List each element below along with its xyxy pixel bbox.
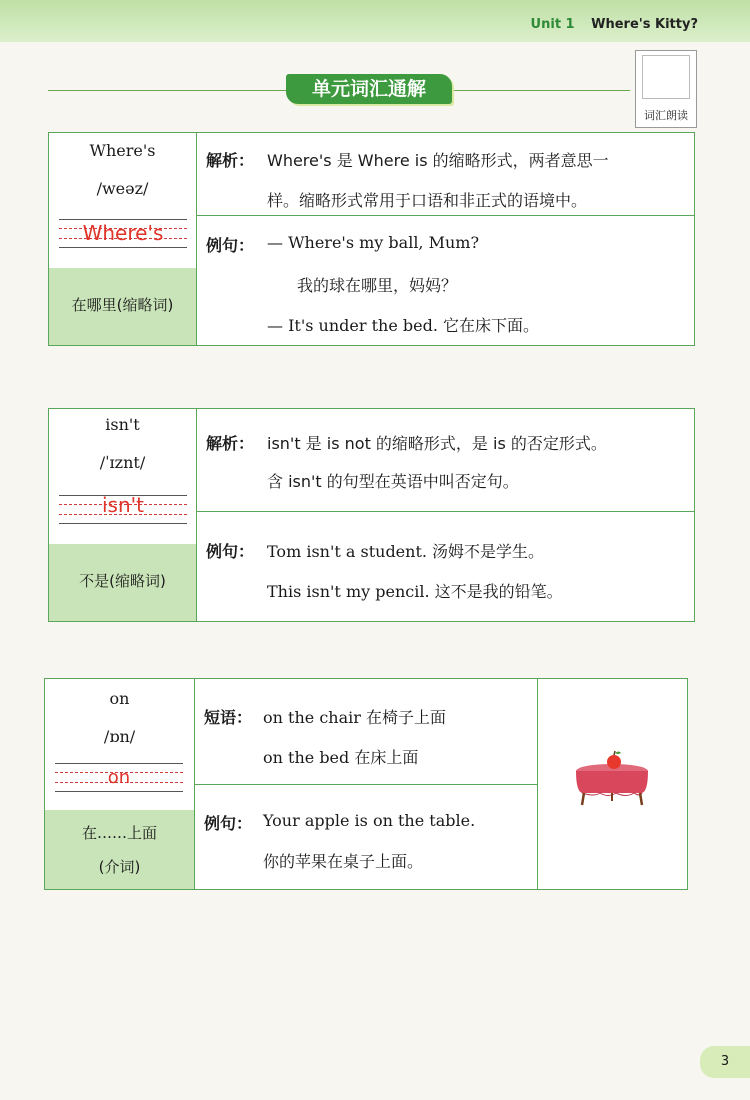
example-line: Tom isn't a student. 汤姆不是学生。 bbox=[267, 542, 545, 561]
vocab-card-wheres bbox=[48, 132, 695, 346]
row-divider bbox=[197, 215, 694, 216]
qr-code[interactable] bbox=[635, 50, 697, 128]
page-number: 3 bbox=[700, 1046, 750, 1078]
word-column bbox=[49, 409, 197, 621]
meaning-pos: (介词) bbox=[98, 858, 141, 876]
qr-label: 词汇朗读 bbox=[644, 109, 688, 122]
meaning-box bbox=[49, 268, 196, 345]
vocab-card-isnt bbox=[48, 408, 695, 622]
example-label: 例句： bbox=[206, 236, 255, 255]
example-label: 例句： bbox=[204, 814, 253, 833]
content-column bbox=[197, 133, 694, 345]
meaning: 在……上面 bbox=[81, 824, 157, 842]
analysis-line: Where's 是 Where is 的缩略形式，两者意思一 bbox=[267, 151, 609, 170]
section-title: 单元词汇通解 bbox=[286, 74, 452, 104]
vocab-word: on bbox=[109, 689, 130, 708]
example-line: Your apple is on the table. bbox=[263, 811, 476, 830]
phonetic: /ˈɪznt/ bbox=[99, 453, 146, 472]
analysis-line: 含 isn't 的句型在英语中叫否定句。 bbox=[267, 472, 519, 491]
vocab-card-on bbox=[44, 678, 688, 890]
handwriting-lines bbox=[59, 219, 187, 249]
unit-title: Where's Kitty? bbox=[591, 17, 698, 32]
word-top bbox=[49, 133, 196, 268]
meaning-box bbox=[45, 810, 194, 889]
word-top bbox=[49, 409, 196, 544]
analysis-label: 解析： bbox=[206, 151, 255, 170]
example-line: — Where's my ball, Mum? bbox=[267, 233, 480, 252]
qr-image bbox=[642, 55, 690, 99]
word-top bbox=[45, 679, 194, 812]
picture-column bbox=[537, 679, 687, 889]
unit-label: Unit 1 bbox=[530, 17, 575, 32]
phrase-line: on the bed 在床上面 bbox=[263, 748, 419, 767]
meaning-box bbox=[49, 544, 196, 621]
header-text bbox=[531, 17, 698, 32]
meaning: 不是(缩略词) bbox=[79, 572, 166, 590]
example-label: 例句： bbox=[206, 542, 255, 561]
handwriting-lines bbox=[55, 763, 183, 793]
example-line: 我的球在哪里，妈妈？ bbox=[297, 276, 458, 295]
analysis-line: isn't 是 is not 的缩略形式，是 is 的否定形式。 bbox=[267, 434, 607, 453]
example-line: This isn't my pencil. 这不是我的铅笔。 bbox=[267, 582, 563, 601]
word-column bbox=[45, 679, 195, 889]
vocab-word: Where's bbox=[89, 141, 156, 160]
meaning: 在哪里(缩略词) bbox=[71, 296, 174, 314]
handwriting-word: Where's bbox=[82, 221, 164, 245]
row-divider bbox=[197, 511, 694, 512]
handwriting-word: on bbox=[107, 767, 131, 788]
phrase-line: on the chair 在椅子上面 bbox=[263, 708, 446, 727]
analysis-label: 解析： bbox=[206, 434, 255, 453]
content-column bbox=[197, 409, 694, 621]
phonetic: /ɒn/ bbox=[103, 727, 136, 746]
phrase-label: 短语： bbox=[204, 708, 253, 727]
word-column bbox=[49, 133, 197, 345]
page-header bbox=[0, 0, 750, 42]
handwriting-word: isn't bbox=[102, 493, 144, 517]
table-with-apple-icon bbox=[538, 679, 688, 889]
example-line: — It's under the bed. 它在床下面。 bbox=[267, 316, 540, 335]
phonetic: /weəz/ bbox=[96, 179, 149, 198]
row-divider bbox=[195, 784, 537, 785]
analysis-line: 样。缩略形式常用于口语和非正式的语境中。 bbox=[267, 191, 588, 210]
content-column bbox=[195, 679, 537, 889]
example-line: 你的苹果在桌子上面。 bbox=[263, 852, 424, 871]
handwriting-lines bbox=[59, 495, 187, 525]
vocab-word: isn't bbox=[105, 415, 140, 434]
